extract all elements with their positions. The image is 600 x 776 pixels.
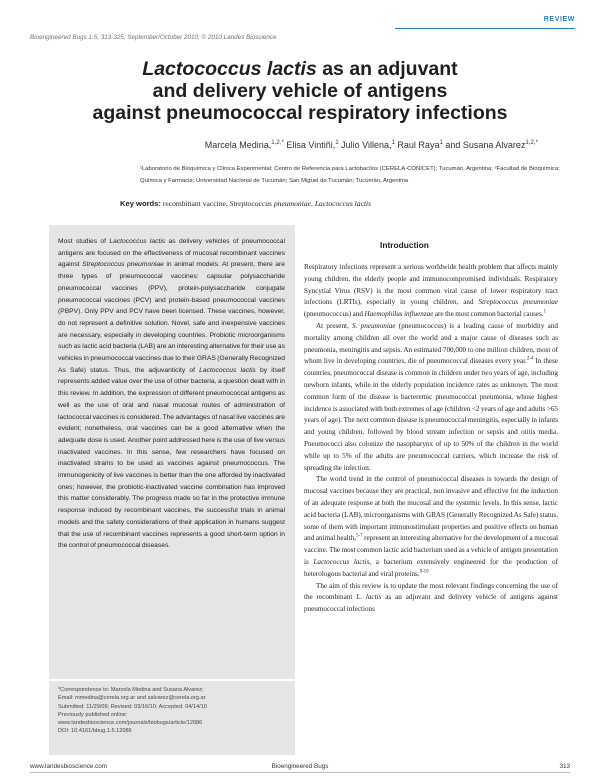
affiliation-line: ¹Laboratorio de Bioquímica y Clínica Experimental; Centro de Referencia para Lactobacilos (CERELA-CONICET); Tucumán, Argentina; ²Facultad de Bioquímica; <box>140 166 560 172</box>
text-run: are the most common bacterial causes. <box>433 310 544 319</box>
author-name: Marcela Medina, <box>204 140 272 150</box>
footer-journal: Bioengineered Bugs <box>271 763 329 770</box>
author-affiliation-mark: 1,2,* <box>525 139 538 146</box>
keywords-label: Key words: <box>120 199 161 208</box>
author-affiliation-mark: 1 <box>391 139 395 146</box>
abstract-italic: Lactococcus lactis <box>109 238 166 245</box>
page-number: 313 <box>559 763 570 770</box>
species-name: Lactococcus lactis <box>313 557 370 566</box>
article-link[interactable]: www.landesbioscience.com/journals/biobugs/article/12086 <box>58 720 203 727</box>
journal-citation: Bioengineered Bugs 1:5, 313-325; September/October 2010; © 2010 Landes Bioscience <box>30 34 277 41</box>
author-affiliation-mark: 1 <box>439 139 443 146</box>
author-affiliation-mark: 1,2,* <box>271 139 284 146</box>
text-run: represent an interesting alternative for the development of a mucosal vaccine. The most common lactic acid bacterium used as a vehicle of antigen presentation is <box>304 534 558 566</box>
keyword-separator: , <box>311 199 315 208</box>
correspondence-info <box>58 686 290 736</box>
author-affiliation-mark: 1 <box>335 139 339 146</box>
author-list <box>20 140 538 150</box>
affiliation-line: Química y Farmacia; Universidad Nacional de Tucumán; San Miguel de Tucumán; Tucumán, Argentina <box>140 177 409 184</box>
species-name: S. pneumoniae <box>352 321 396 330</box>
species-name: L. lactis <box>356 593 382 602</box>
text-run: , a bacterium extensively engineered for the production of heterologous bacterial and viral proteins. <box>304 557 558 578</box>
abstract-text: Most studies of <box>58 238 110 245</box>
author-name: Elisa Vintiñi, <box>283 140 336 150</box>
keyword-italic: Lactococcus lactis <box>314 199 372 208</box>
abstract-text: as delivery vehicles of pneumococcal antigens are focused on the effectiveness of mucosal recombinant vaccines against <box>58 238 285 269</box>
header-rule <box>395 28 575 29</box>
reference-mark: 5-7 <box>356 533 363 539</box>
text-run: In these countries, pneumococcal disease is common in children under two years of age, including newborn infants, while in the elderly population incidence rates as unknown. The most common form of the disease is bacteremic pneumococcal pneumonia, whose highest incidence is associated with both extremes of age (children <2 years of age and adults >65 years of age). The next common disease is pneumococcal meningitis, especially in infants and young children, followed by blood stream infection or sepsis and otitis media. Pneumococci also colonize the nasopharynx of up to 50% of the children in the world while up to 5% of the adults are pneumococcal carriers, which increase the risk of spreading the infection. <box>304 357 559 472</box>
correspondence-line: *Correspondence to: Marcela Medina and Susana Alvarez; <box>58 687 204 693</box>
paragraph <box>304 474 558 580</box>
text-run: (pneumococcus) and <box>304 310 365 319</box>
title-italic-part: Lactococcus lactis <box>142 58 317 80</box>
correspondence-email[interactable]: Email: mmedina@cerela.org.ar and salvarez@cerela.org.ar <box>58 695 206 702</box>
text-run: as an adjuvant and delivery vehicle of antigens against pneumococcal infections <box>304 593 558 614</box>
text-run: At present, <box>316 321 353 330</box>
reference-mark: 8-10 <box>419 569 429 575</box>
title-line3: against pneumococcal respiratory infections <box>92 102 508 124</box>
keywords <box>120 199 570 208</box>
abstract-text: by itself represents added value over the use of other bacteria, a question dealt with in this review. In addition, the expression of different pneumococcal antigens as well as the use of oral and nasal mucosal routes of administration of lactococcal vaccines is considered. The advantages of nasal live vaccines are evident; nonetheless, oral vaccines can be a good alternative when the adequate dose is used. Another point addressed here is the use of live versus inactivated vaccines. In this sense, few researchers have focused on inactivated strains to be used as vaccines against pneumococcus. The immunogenicity of live vaccines is better than the one afforded by inactivated ones; however, the probiotic-inactivated vaccine combination has improved this matter considerably. The progress made so far in the protective immune response induced by recombinant vaccines, the successful trials in animal models and the safety considerations of their application in humans suggest that the use of recombinant vaccines represents a good short-term option in the control of pneumococcal diseases. <box>58 366 285 550</box>
paragraph <box>304 262 558 321</box>
previously-published: Previously published online: <box>58 711 128 718</box>
abstract-italic: Streptococcus pneumoniae <box>82 261 164 269</box>
author-name: and Susana Alvarez <box>442 140 526 150</box>
text-run: Respiratory infections represent a serious worldwide health problem that affects mainly young children, the elderly people and immunocompromised individuals. Respiratory Syncytial Virus (RSV) is the most common viral cause of lower respiratory tract infections (LRTIs), especially in young children, and <box>304 263 558 307</box>
affiliations <box>140 164 560 187</box>
keyword-italic: Streptococcus pneumoniae <box>229 199 312 208</box>
submission-dates: Submitted: 11/29/09; Revised: 03/16/10; Accepted: 04/14/10 <box>58 703 207 710</box>
title-line2: and delivery vehicle of antigens <box>152 80 448 102</box>
reference-mark: 2-4 <box>526 357 534 362</box>
keyword-plain: recombinant vaccine, <box>160 199 230 208</box>
paragraph <box>304 581 558 616</box>
article-title <box>40 58 560 124</box>
introduction-heading: Introduction <box>380 240 429 250</box>
text-run: The aim of this review is to update the most relevant findings concerning the use of the recombinant <box>304 581 558 602</box>
doi: DOI: 10.4161/bbug.1.5.12086 <box>58 728 132 735</box>
author-name: Julio Villena, <box>338 140 392 150</box>
text-run: (pneumococcus) is a leading cause of morbidity and mortality among children all over the world and a major cause of diseases such as pneumonia, meningitis and sepsis. An estimated 700,000 to one million children, most of whom live in developing countries, die of pneumococcal diseases every year. <box>304 321 558 366</box>
section-tag: REVIEW <box>543 16 575 23</box>
abstract-italic: Lactococcus lactis <box>199 366 256 374</box>
footer-url[interactable]: www.landesbioscience.com <box>30 763 107 770</box>
species-name: Streptococcus pneumoniae <box>478 298 558 307</box>
abstract <box>58 236 285 552</box>
title-line1-rest: as an adjuvant <box>316 58 458 80</box>
footer-rule <box>30 772 570 773</box>
text-run: The world trend in the control of pneumococcal diseases is towards the design of mucosal vaccines because they are practical, non invasive and effective for the induction of an adequate response at both the mucosal and the systemic levels. In this sense, lactic acid bacteria (LAB), microorganisms with GRAS (Generally Recognized As Safe) status, some of them with important immunostimulant properties and positive effects on human and animal health, <box>304 475 558 543</box>
species-name: Haemophilus influenzae <box>364 310 434 319</box>
author-name: Raul Raya <box>394 140 440 150</box>
reference-mark: 1 <box>543 309 547 315</box>
paragraph <box>304 321 558 474</box>
abstract-text: in animal models. At present, there are three types of pneumococcal vaccines: capsular polysaccharide pneumococcal vaccines (PPV), protein-polysaccharide conjugate pneumococcal vaccines (PCV) and protein-based pneumococcal vaccines (PBPV). Only PPV and PCV have been licensed. These vaccines, however, do not represent a definitive solution. Novel, safe and inexpensive vaccines are necessary, especially in developing countries. Probiotic microorganisms such as lactic acid bacteria (LAB) are an interesting alternative for their use as vehicles in pneumococcal vaccines due to their GRAS (Generally Recognized As Safe) status. Thus, the adjuvanticity of <box>58 261 285 374</box>
introduction-body <box>304 262 558 616</box>
